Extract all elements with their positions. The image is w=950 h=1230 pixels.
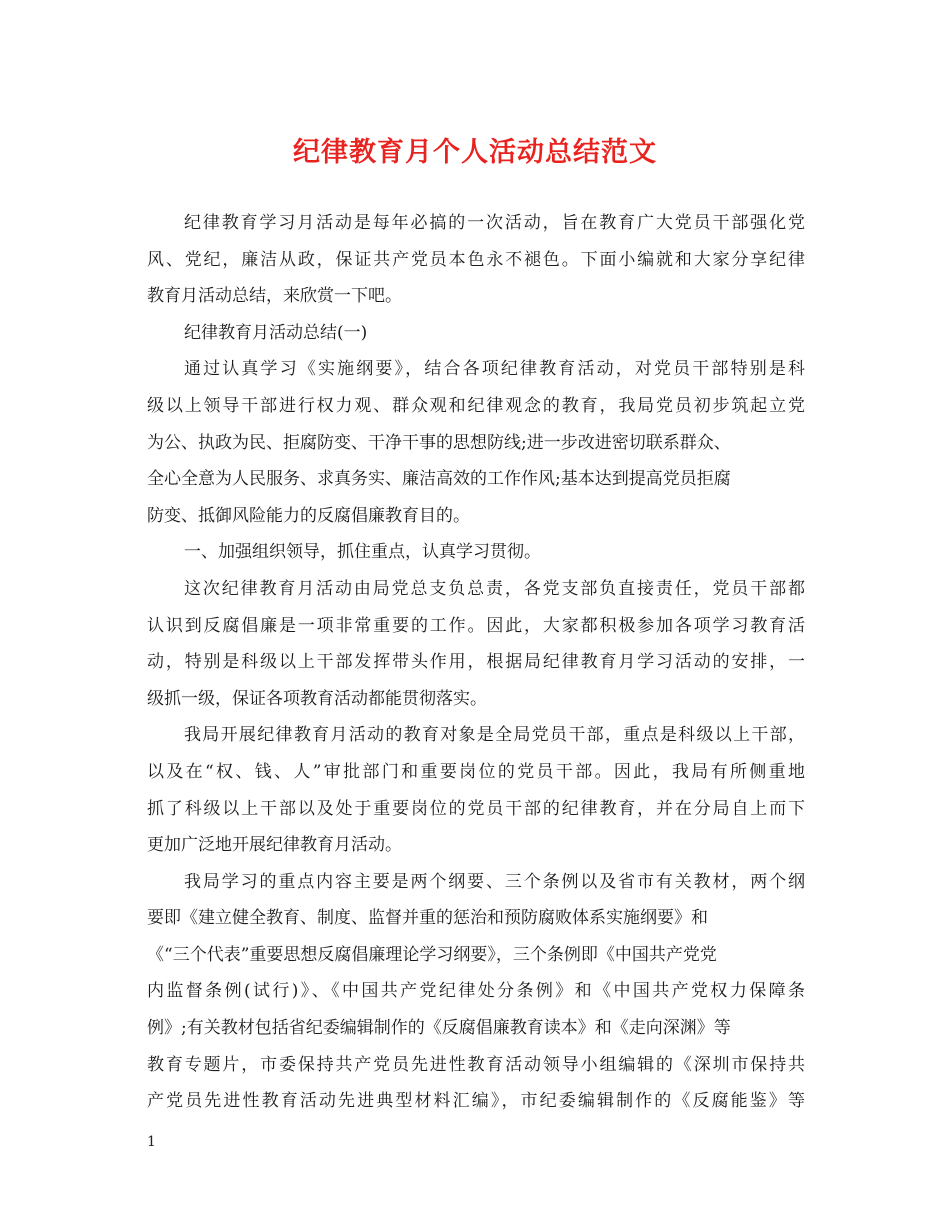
- body-line: 级以上领导干部进行权力观、群众观和纪律观念的教育，我局党员初步筑起立党: [147, 395, 805, 416]
- body-line: 风、党纪，廉洁从政，保证共产党员本色永不褪色。下面小编就和大家分享纪律: [147, 249, 805, 270]
- body-line: 通过认真学习《实施纲要》，结合各项纪律教育活动，对党员干部特别是科: [184, 359, 805, 380]
- body-line: 以及在“权、钱、人”审批部门和重要岗位的党员干部。因此，我局有所侧重地: [147, 761, 805, 782]
- body-line: 教育月活动总结，来欣赏一下吧。: [147, 286, 402, 307]
- body-line: 我局开展纪律教育月活动的教育对象是全局党员干部，重点是科级以上干部，: [184, 725, 805, 746]
- body-line: 这次纪律教育月活动由局党总支负总责，各党支部负直接责任，党员干部都: [184, 578, 805, 599]
- document-body: [147, 205, 805, 1120]
- body-line: 全心全意为人民服务、求真务实、廉洁高效的工作作风;基本达到提高党员拒腐: [147, 469, 731, 490]
- body-line: 动，特别是科级以上干部发挥带头作用，根据局纪律教育月学习活动的安排，一: [147, 652, 805, 673]
- body-line: 纪律教育学习月活动是每年必搞的一次活动，旨在教育广大党员干部强化党: [184, 213, 805, 233]
- body-line: 内监督条例(试行)》、《中国共产党纪律处分条例》和《中国共产党权力保障条: [147, 981, 805, 1002]
- body-line: 防变、抵御风险能力的反腐倡廉教育目的。: [147, 505, 470, 526]
- body-line: 更加广泛地开展纪律教育月活动。: [147, 835, 402, 856]
- section-heading: 纪律教育月活动总结(一): [184, 322, 368, 343]
- document-title: 纪律教育月个人活动总结范文: [293, 137, 657, 168]
- body-line: 教育专题片，市委保持共产党员先进性教育活动领导小组编辑的《深圳市保持共: [147, 1054, 805, 1075]
- body-line: 我局学习的重点内容主要是两个纲要、三个条例以及省市有关教材，两个纲: [184, 871, 805, 892]
- body-line: 《“三个代表”重要思想反腐倡廉理论学习纲要》，三个条例即《中国共产党党: [147, 944, 717, 965]
- body-line: 为公、执政为民、拒腐防变、干净干事的思想防线;进一步改进密切联系群众、: [147, 432, 731, 453]
- body-line: 级抓一级，保证各项教育活动都能贯彻落实。: [147, 688, 487, 709]
- body-line: 认识到反腐倡廉是一项非常重要的工作。因此，大家都积极参加各项学习教育活: [147, 615, 805, 636]
- page-number: 1: [147, 1134, 156, 1150]
- body-line: 例》;有关教材包括省纪委编辑制作的《反腐倡廉教育读本》和《走向深渊》等: [147, 1018, 731, 1039]
- body-line: 要即《建立健全教育、制度、监督并重的惩治和预防腐败体系实施纲要》和: [147, 908, 708, 929]
- body-line: 产党员先进性教育活动先进典型材料汇编》，市纪委编辑制作的《反腐能鉴》等: [147, 1091, 805, 1112]
- body-line: 抓了科级以上干部以及处于重要岗位的党员干部的纪律教育，并在分局自上而下: [147, 798, 805, 819]
- section-heading: 一、加强组织领导，抓住重点，认真学习贯彻。: [184, 542, 541, 563]
